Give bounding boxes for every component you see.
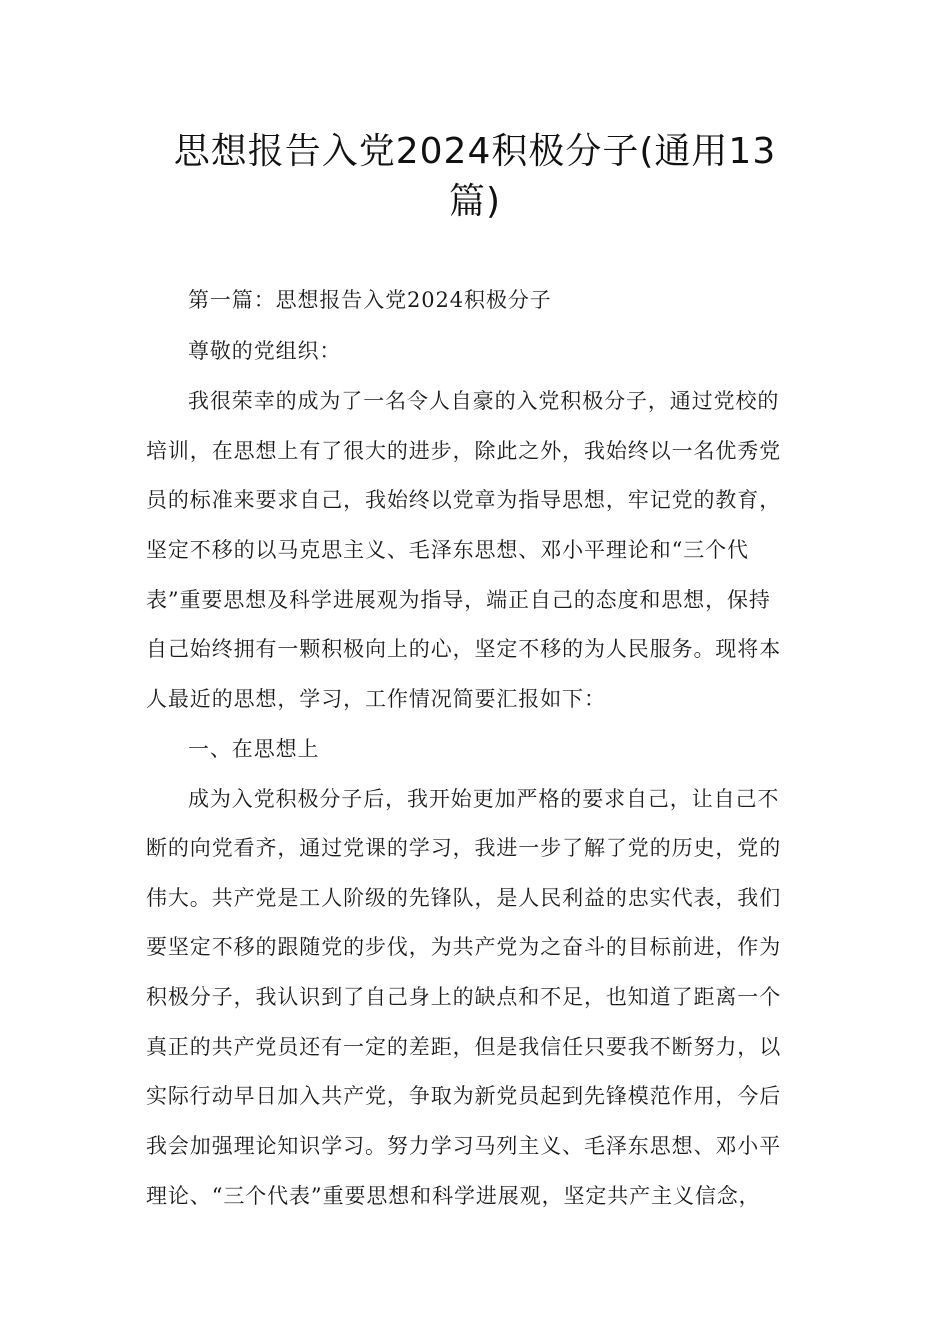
title-line-1: 思想报告入党2024积极分子(通用13 xyxy=(173,131,777,172)
subsection-heading: 一、在思想上 xyxy=(188,737,320,761)
paragraph-line: 断的向党看齐，通过党课的学习，我进一步了解了党的历史，党的 xyxy=(146,836,782,860)
paragraph-line: 理论、“三个代表”重要思想和科学进展观，坚定共产主义信念， xyxy=(146,1184,761,1208)
paragraph-line: 表”重要思想及科学进展观为指导，端正自己的态度和思想，保持 xyxy=(146,588,771,612)
paragraph-line: 真正的共产党员还有一定的差距，但是我信任只要我不断努力，以 xyxy=(146,1035,782,1059)
paragraph-line: 积极分子，我认识到了自己身上的缺点和不足，也知道了距离一个 xyxy=(146,985,782,1009)
paragraph-line: 我很荣幸的成为了一名令人自豪的入党积极分子，通过党校的 xyxy=(188,389,780,413)
paragraph-line: 人最近的思想，学习，工作情况简要汇报如下： xyxy=(146,687,606,711)
paragraph-line: 员的标准来要求自己，我始终以党章为指导思想，牢记党的教育， xyxy=(146,488,782,512)
paragraph-line: 坚定不移的以马克思主义、毛泽东思想、邓小平理论和“三个代 xyxy=(146,538,749,562)
paragraph-line: 培训，在思想上有了很大的进步，除此之外，我始终以一名优秀党 xyxy=(146,439,782,463)
document-title xyxy=(140,127,810,227)
paragraph-line: 我会加强理论知识学习。努力学习马列主义、毛泽东思想、邓小平 xyxy=(146,1134,782,1158)
paragraph-line: 伟大。共产党是工人阶级的先锋队，是人民利益的忠实代表，我们 xyxy=(146,886,782,910)
paragraph-line: 要坚定不移的跟随党的步伐，为共产党为之奋斗的目标前进，作为 xyxy=(146,935,782,959)
paragraph-line: 成为入党积极分子后，我开始更加严格的要求自己，让自己不 xyxy=(188,787,780,811)
section-heading-part-one: 第一篇：思想报告入党2024积极分子 xyxy=(188,288,552,312)
title-line-2: 篇) xyxy=(448,181,502,222)
paragraph-line: 自己始终拥有一颗积极向上的心，坚定不移的为人民服务。现将本 xyxy=(146,637,782,661)
paragraph-line: 实际行动早日加入共产党，争取为新党员起到先锋模范作用，今后 xyxy=(146,1084,782,1108)
salutation: 尊敬的党组织： xyxy=(188,339,342,363)
